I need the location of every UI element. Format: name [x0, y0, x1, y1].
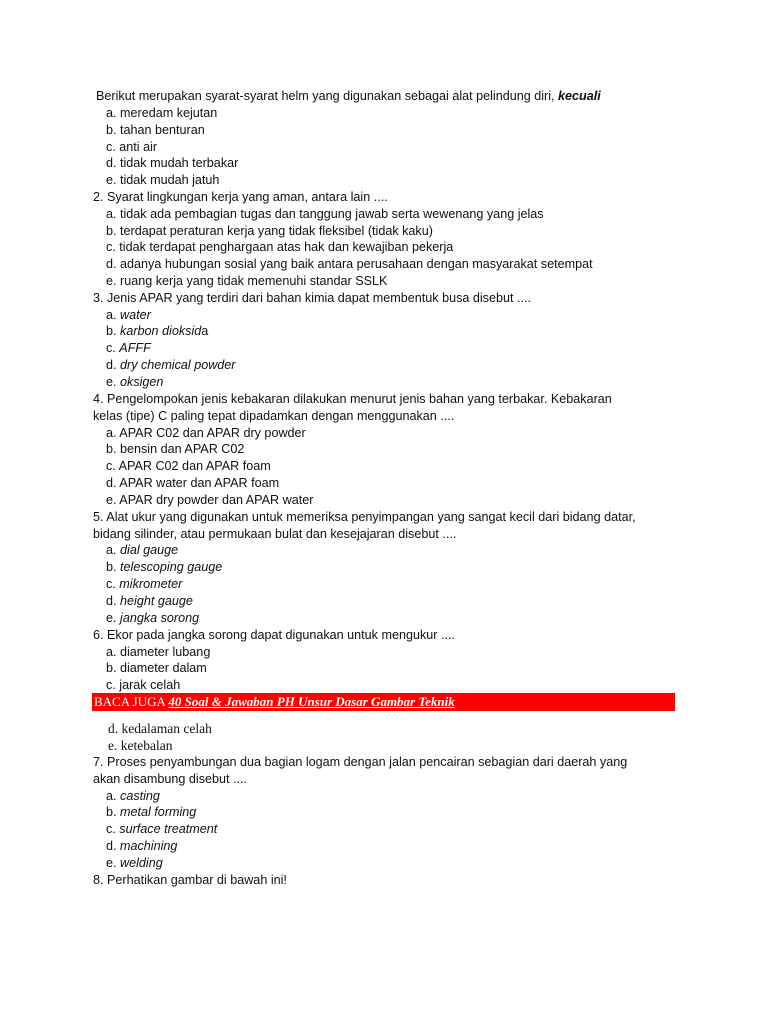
- question-4-stem-line-2: kelas (tipe) C paling tepat dipadamkan dengan menggunakan ....: [93, 409, 455, 423]
- q6-option-d: d. kedalaman celah: [108, 721, 212, 736]
- q3-option-e: e. oksigen: [106, 375, 164, 389]
- q3-option-c: c. AFFF: [106, 341, 151, 355]
- question-6-stem: 6. Ekor pada jangka sorong dapat digunakan untuk mengukur ....: [93, 628, 455, 642]
- q6-option-c: c. jarak celah: [106, 678, 181, 692]
- q4-option-c: c. APAR C02 dan APAR foam: [106, 459, 271, 473]
- question-7-stem-line-2: akan disambung disebut ....: [93, 772, 248, 786]
- q1-option-a: a. meredam kejutan: [106, 106, 218, 120]
- q4-option-d: d. APAR water dan APAR foam: [106, 476, 280, 490]
- q2-option-e: e. ruang kerja yang tidak memenuhi standar SSLK: [106, 274, 388, 288]
- question-5-stem-line-1: 5. Alat ukur yang digunakan untuk memeriksa penyimpangan yang sangat kecil dari bidang datar,: [93, 510, 636, 524]
- q5-option-e: e. jangka sorong: [106, 611, 200, 625]
- q2-option-a: a. tidak ada pembagian tugas dan tanggung jawab serta wewenang yang jelas: [106, 207, 544, 221]
- read-also-banner: [92, 693, 675, 711]
- q5-option-c: c. mikrometer: [106, 577, 183, 591]
- q6-option-e: e. ketebalan: [108, 738, 173, 753]
- q7-option-a: a. casting: [106, 789, 160, 803]
- question-1-stem: [96, 88, 601, 105]
- q7-option-c: c. surface treatment: [106, 822, 218, 836]
- q4-option-e: e. APAR dry powder dan APAR water: [106, 493, 314, 507]
- q3-option-a: a. water: [106, 308, 151, 322]
- question-5-stem-line-2: bidang silinder, atau permukaan bulat dan kesejajaran disebut ....: [93, 527, 457, 541]
- q1-option-e: e. tidak mudah jatuh: [106, 173, 220, 187]
- question-2-stem: 2. Syarat lingkungan kerja yang aman, antara lain ....: [93, 190, 388, 204]
- question-8-stem: 8. Perhatikan gambar di bawah ini!: [93, 873, 287, 887]
- q2-option-c: c. tidak terdapat penghargaan atas hak dan kewajiban pekerja: [106, 240, 454, 254]
- read-also-label: BACA JUGA: [94, 694, 166, 709]
- question-1-emphasis: kecuali: [558, 89, 601, 103]
- q5-option-a: a. dial gauge: [106, 543, 179, 557]
- q6-option-b: b. diameter dalam: [106, 661, 207, 675]
- q1-option-b: b. tahan benturan: [106, 123, 205, 137]
- q7-option-b: b. metal forming: [106, 805, 197, 819]
- q6-option-a: a. diameter lubang: [106, 645, 211, 659]
- read-also-link[interactable]: 40 Soal & Jawaban PH Unsur Dasar Gambar Teknik: [168, 694, 455, 709]
- question-3-stem: 3. Jenis APAR yang terdiri dari bahan kimia dapat membentuk busa disebut ....: [93, 291, 531, 305]
- q5-option-d: d. height gauge: [106, 594, 193, 608]
- q1-option-d: d. tidak mudah terbakar: [106, 156, 239, 170]
- q4-option-b: b. bensin dan APAR C02: [106, 442, 245, 456]
- q3-option-d: d. dry chemical powder: [106, 358, 236, 372]
- question-4-stem-line-1: 4. Pengelompokan jenis kebakaran dilakukan menurut jenis bahan yang terbakar. Kebakaran: [93, 392, 612, 406]
- q4-option-a: a. APAR C02 dan APAR dry powder: [106, 426, 306, 440]
- q7-option-d: d. machining: [106, 839, 178, 853]
- q5-option-b: b. telescoping gauge: [106, 560, 223, 574]
- q2-option-b: b. terdapat peraturan kerja yang tidak fleksibel (tidak kaku): [106, 224, 433, 238]
- q2-option-d: d. adanya hubungan sosial yang baik antara perusahaan dengan masyarakat setempat: [106, 257, 593, 271]
- question-1-text: Berikut merupakan syarat-syarat helm yang digunakan sebagai alat pelindung diri,: [96, 89, 555, 103]
- q7-option-e: e. welding: [106, 856, 163, 870]
- q1-option-c: c. anti air: [106, 140, 158, 154]
- question-7-stem-line-1: 7. Proses penyambungan dua bagian logam dengan jalan pencairan sebagian dari daerah yang: [93, 755, 628, 769]
- q3-option-b: b. karbon dioksida: [106, 324, 209, 338]
